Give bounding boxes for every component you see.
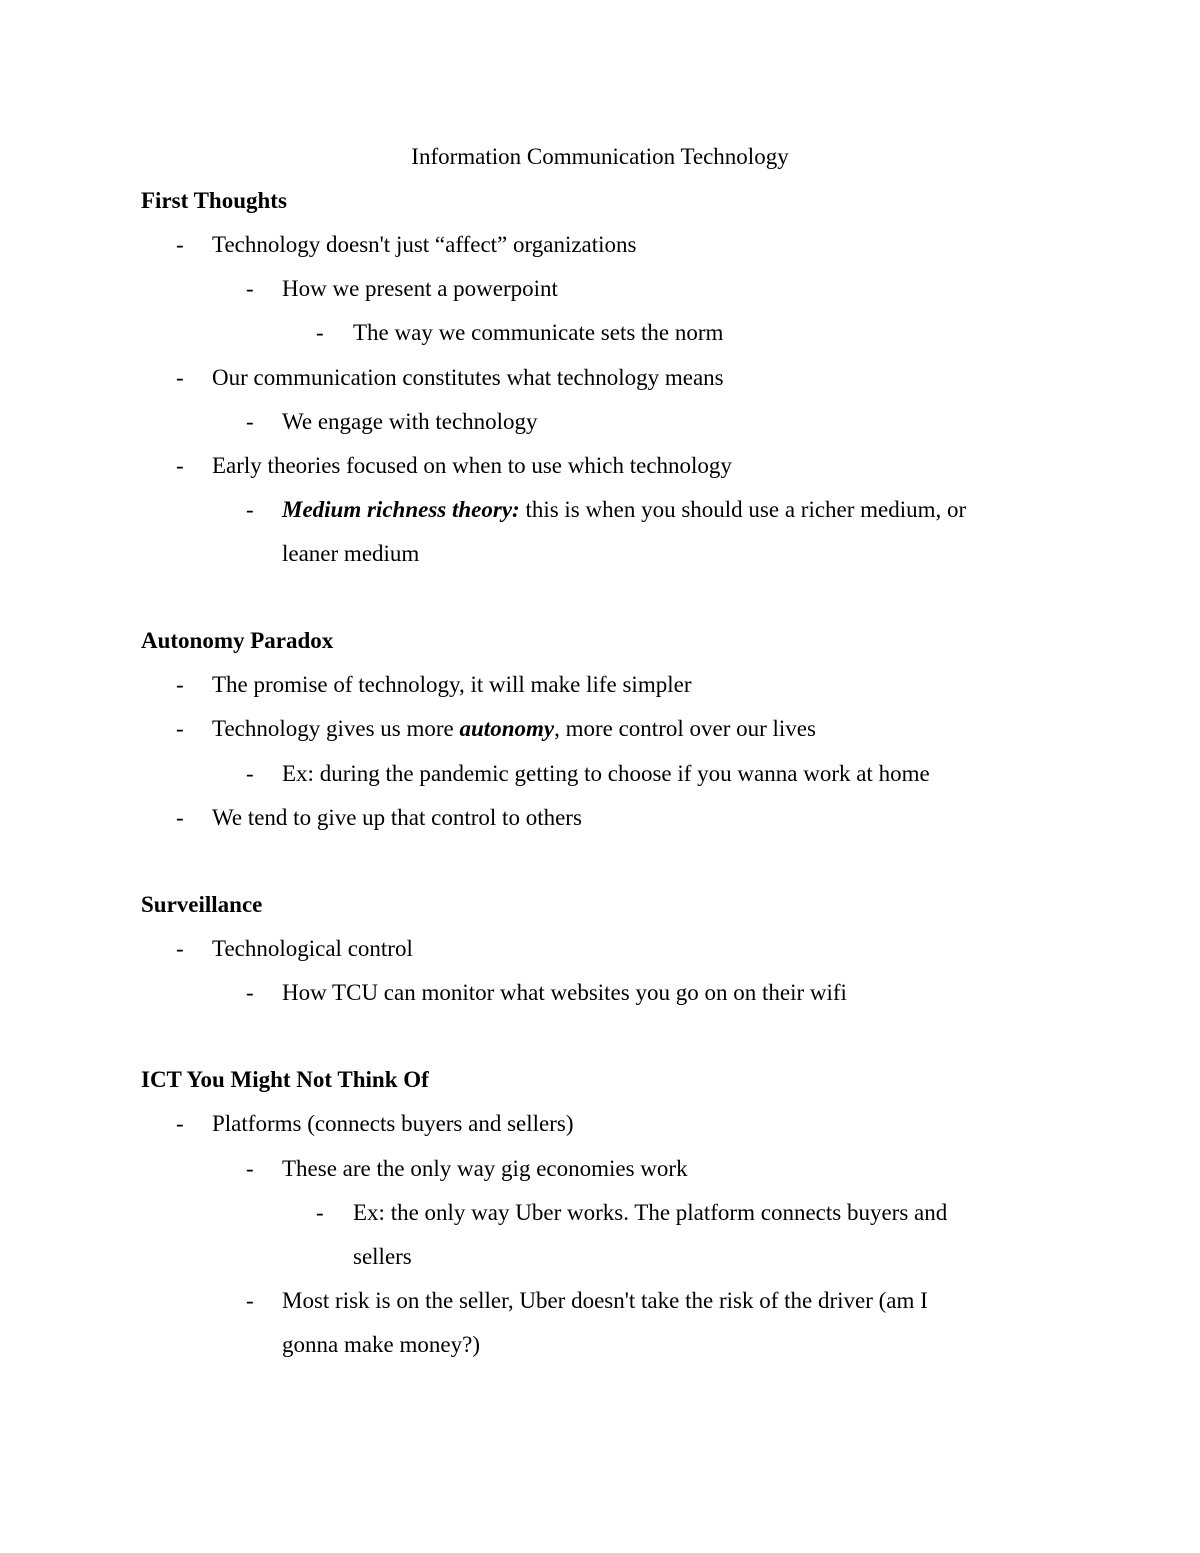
list-item-text: , more control over our lives	[554, 716, 816, 741]
list-item-continuation: sellers	[353, 1244, 412, 1269]
bullet-dash: -	[316, 1200, 324, 1225]
list-item-text: this is when you should use a richer medium, or	[519, 497, 967, 522]
list-item: Technology doesn't just “affect” organizations	[212, 232, 637, 257]
list-item-medium-richness	[282, 496, 966, 524]
list-item: Most risk is on the seller, Uber doesn't take the risk of the driver (am I	[282, 1288, 928, 1313]
list-item: Ex: during the pandemic getting to choose if you wanna work at home	[282, 761, 930, 786]
list-item-continuation: gonna make money?)	[282, 1332, 480, 1357]
bullet-dash: -	[246, 409, 254, 434]
section-heading-autonomy-paradox: Autonomy Paradox	[141, 628, 334, 653]
list-item: The way we communicate sets the norm	[353, 320, 724, 345]
list-item: We engage with technology	[282, 409, 538, 434]
bullet-dash: -	[246, 1156, 254, 1181]
bullet-dash: -	[246, 497, 254, 522]
bullet-dash: -	[176, 453, 184, 478]
section-heading-first-thoughts: First Thoughts	[141, 188, 287, 213]
bullet-dash: -	[176, 365, 184, 390]
bullet-dash: -	[246, 761, 254, 786]
list-item: Technological control	[212, 936, 413, 961]
list-item: Platforms (connects buyers and sellers)	[212, 1111, 574, 1136]
bullet-dash: -	[246, 980, 254, 1005]
list-item: How TCU can monitor what websites you go on on their wifi	[282, 980, 847, 1005]
list-item: These are the only way gig economies work	[282, 1156, 688, 1181]
list-item: Early theories focused on when to use which technology	[212, 453, 732, 478]
list-item: We tend to give up that control to others	[212, 805, 582, 830]
bullet-dash: -	[176, 936, 184, 961]
list-item: Ex: the only way Uber works. The platform connects buyers and	[353, 1200, 948, 1225]
list-item: Our communication constitutes what technology means	[212, 365, 724, 390]
bullet-dash: -	[176, 672, 184, 697]
bullet-dash: -	[246, 1288, 254, 1313]
list-item: The promise of technology, it will make life simpler	[212, 672, 692, 697]
list-item-autonomy	[212, 715, 816, 743]
bullet-dash: -	[176, 805, 184, 830]
bullet-dash: -	[176, 232, 184, 257]
list-item-continuation: leaner medium	[282, 541, 420, 566]
list-item: How we present a powerpoint	[282, 276, 558, 301]
bullet-dash: -	[176, 716, 184, 741]
bullet-dash: -	[316, 320, 324, 345]
term-autonomy: autonomy	[459, 716, 555, 741]
bullet-dash: -	[246, 276, 254, 301]
list-item-text: Technology gives us more	[212, 716, 460, 741]
section-heading-surveillance: Surveillance	[141, 892, 263, 917]
term-medium-richness-theory: Medium richness theory:	[282, 497, 520, 522]
section-heading-ict-you-might-not-think-of: ICT You Might Not Think Of	[141, 1067, 429, 1092]
document-title: Information Communication Technology	[411, 144, 789, 169]
bullet-dash: -	[176, 1111, 184, 1136]
